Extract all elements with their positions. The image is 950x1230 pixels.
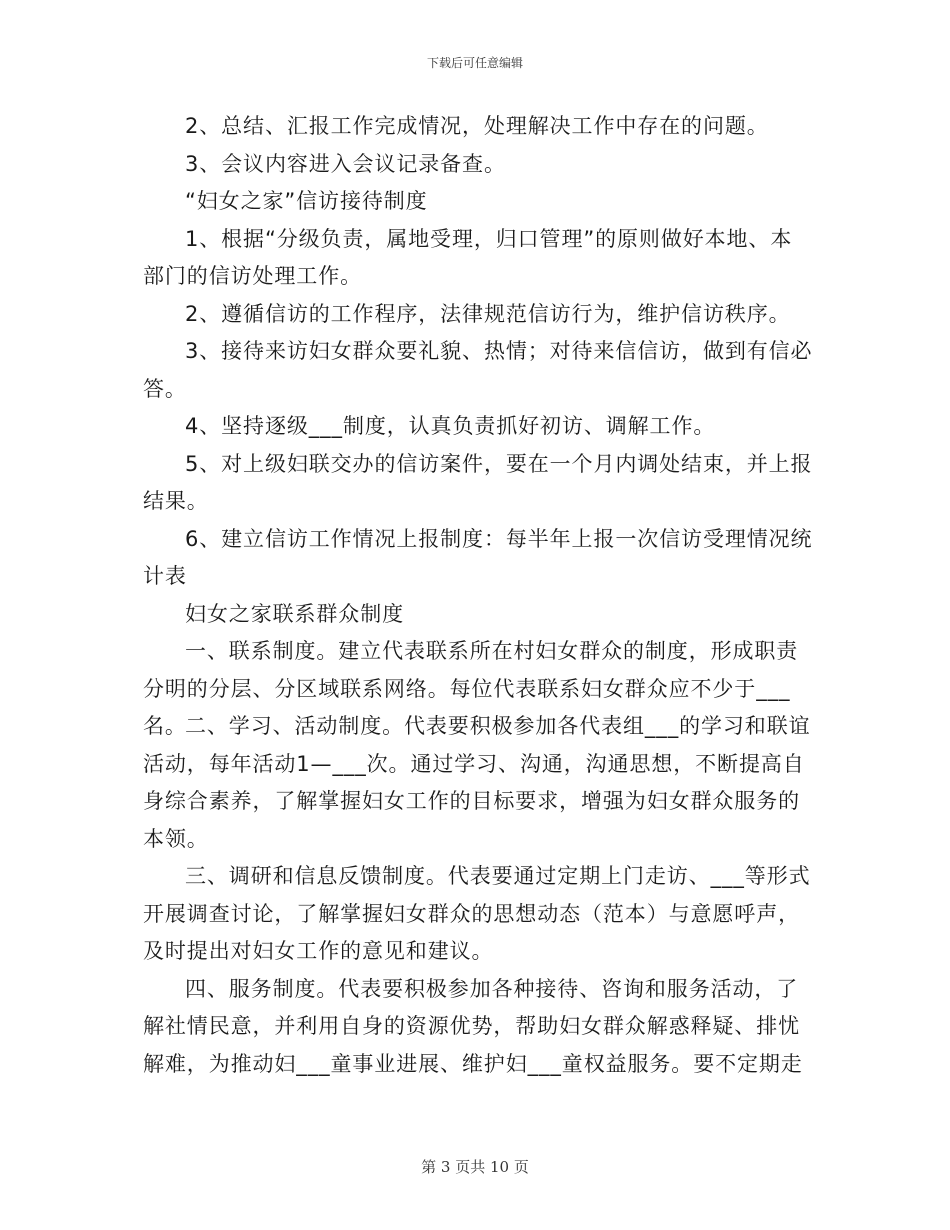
section-heading: 妇女之家联系群众制度 bbox=[185, 601, 404, 626]
paragraph: 3、会议内容进入会议记录备查。 bbox=[185, 151, 506, 176]
paragraph: 一、联系制度。建立代表联系所在村妇女群众的制度，形成职责分明的分层、分区域联系网络。每位代表联系妇女群众应不少于___名。 bbox=[143, 639, 799, 738]
paragraph: 5、对上级妇联交办的信访案件，要在一个月内调处结束，并上报结果。 bbox=[143, 451, 813, 513]
section-heading: “妇女之家”信访接待制度 bbox=[185, 189, 428, 213]
paragraph: 6、建立信访工作情况上报制度：每半年上报一次信访受理情况统计表 bbox=[143, 526, 813, 588]
paragraph: 3、接待来访妇女群众要礼貌、热情；对待来信信访，做到有信必答。 bbox=[143, 339, 813, 401]
paragraph: 4、坚持逐级___制度，认真负责抓好初访、调解工作。 bbox=[185, 414, 716, 438]
page-header: 下载后可任意编辑 bbox=[426, 56, 523, 70]
page-number: 第 3 页共 10 页 bbox=[421, 1158, 529, 1176]
paragraph: 三、调研和信息反馈制度。代表要通过定期上门走访、___等形式开展调查讨论，了解掌握妇女群众的思想动态（范本）与意愿呼声，及时提出对妇女工作的意见和建议。 bbox=[143, 864, 811, 963]
paragraph: 2、遵循信访的工作程序，法律规范信访行为，维护信访秩序。 bbox=[185, 301, 791, 326]
paragraph: 2、总结、汇报工作完成情况，处理解决工作中存在的问题。 bbox=[185, 114, 769, 138]
paragraph: 四、服务制度。代表要积极参加各种接待、咨询和服务活动，了解社情民意，并利用自身的资源优势，帮助妇女群众解惑释疑、排忧解难，为推动妇___童事业进展、维护妇___童权益服务。要不定期走 bbox=[143, 976, 803, 1076]
paragraph: 二、学习、活动制度。代表要积极参加各代表组___的学习和联谊活动，每年活动1—___次。通过学习、沟通，沟通思想，不断提高自身综合素养，了解掌握妇女工作的目标要求，增强为妇女群众服务的本领。 bbox=[143, 714, 811, 851]
paragraph: 1、根据“分级负责，属地受理，归口管理”的原则做好本地、本部门的信访处理工作。 bbox=[143, 226, 793, 288]
document-body bbox=[143, 108, 813, 1083]
